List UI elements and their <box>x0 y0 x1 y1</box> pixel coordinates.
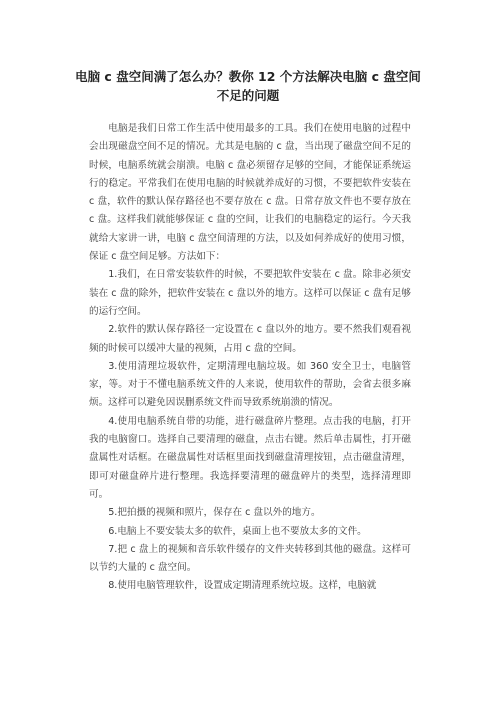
paragraph-method-6: 6.电脑上不要安装太多的软件，桌面上也不要放太多的文件。 <box>108 525 367 537</box>
paragraph-method-2: 2.软件的默认保存路径一定设置在 c 盘以外的地方。要不然我们观看视频的时候可以缓冲大量的视频，占用 c 盘的空间。 <box>89 324 411 354</box>
paragraph-method-3: 3.使用清理垃圾软件，定期清理电脑垃圾。如 360 安全卫士，电脑管家，等。对于不懂电脑系统文件的人来说，使用软件的帮助，会省去很多麻烦。这样可以避免因误删系统文件而导致系统崩溃的情况。 <box>89 360 411 409</box>
paragraph-method-4: 4.使用电脑系统自带的功能，进行磁盘碎片整理。点击我的电脑，打开我的电脑窗口。选择自己要清理的磁盘，点击右键。然后单击属性，打开磁盘属性对话框。在磁盘属性对话框里面找到磁盘清理按钮，点击磁盘清理，即可对磁盘碎片进行整理。我选择要清理的磁盘碎片的类型，选择清理即可。 <box>89 415 411 500</box>
paragraph-method-8: 8.使用电脑管理软件，设置成定期清理系统垃圾。这样，电脑就 <box>108 580 377 592</box>
paragraph-method-7: 7.把 c 盘上的视频和音乐软件缓存的文件夹转移到其他的磁盘。这样可以节约大量的 c 盘空间。 <box>89 543 411 574</box>
paragraph-method-1: 1.我们，在日常安装软件的时候，不要把软件安装在 c 盘。除非必须安装在 c 盘的除外，把软件安装在 c 盘以外的地方。这样可以保证 c 盘有足够的运行空间。 <box>89 269 411 317</box>
paragraph-intro: 电脑是我们日常工作生活中使用最多的工具。我们在使用电脑的过程中会出现磁盘空间不足的情况。尤其是电脑的 c 盘，当出现了磁盘空间不足的时候，电脑系统就会崩溃。电脑 c 盘必须留存足够的空间，才能保证系统运行的稳定。平常我们在使用电脑的时候就养成好的习惯，不要把软件安装在 c 盘，软件的默认保存路径也不要存放在 c 盘。日常存放文件也不要存放在 c 盘。这样我们就能够保证 c 盘的空间，让我们的电脑稳定的运行。今天我就给大家讲一讲，电脑 c 盘空间清理的方法，以及如何养成好的使用习惯，保证 c 盘空间足够。方法如下： <box>89 123 411 263</box>
document-title-line-2: 不足的问题 <box>216 88 280 103</box>
article-body <box>89 120 411 596</box>
document-title-line-1: 电脑 c 盘空间满了怎么办？教你 12 个方法解决电脑 c 盘空间 <box>75 69 421 84</box>
paragraph-method-5: 5.把拍摄的视频和照片，保存在 c 盘以外的地方。 <box>108 507 321 519</box>
